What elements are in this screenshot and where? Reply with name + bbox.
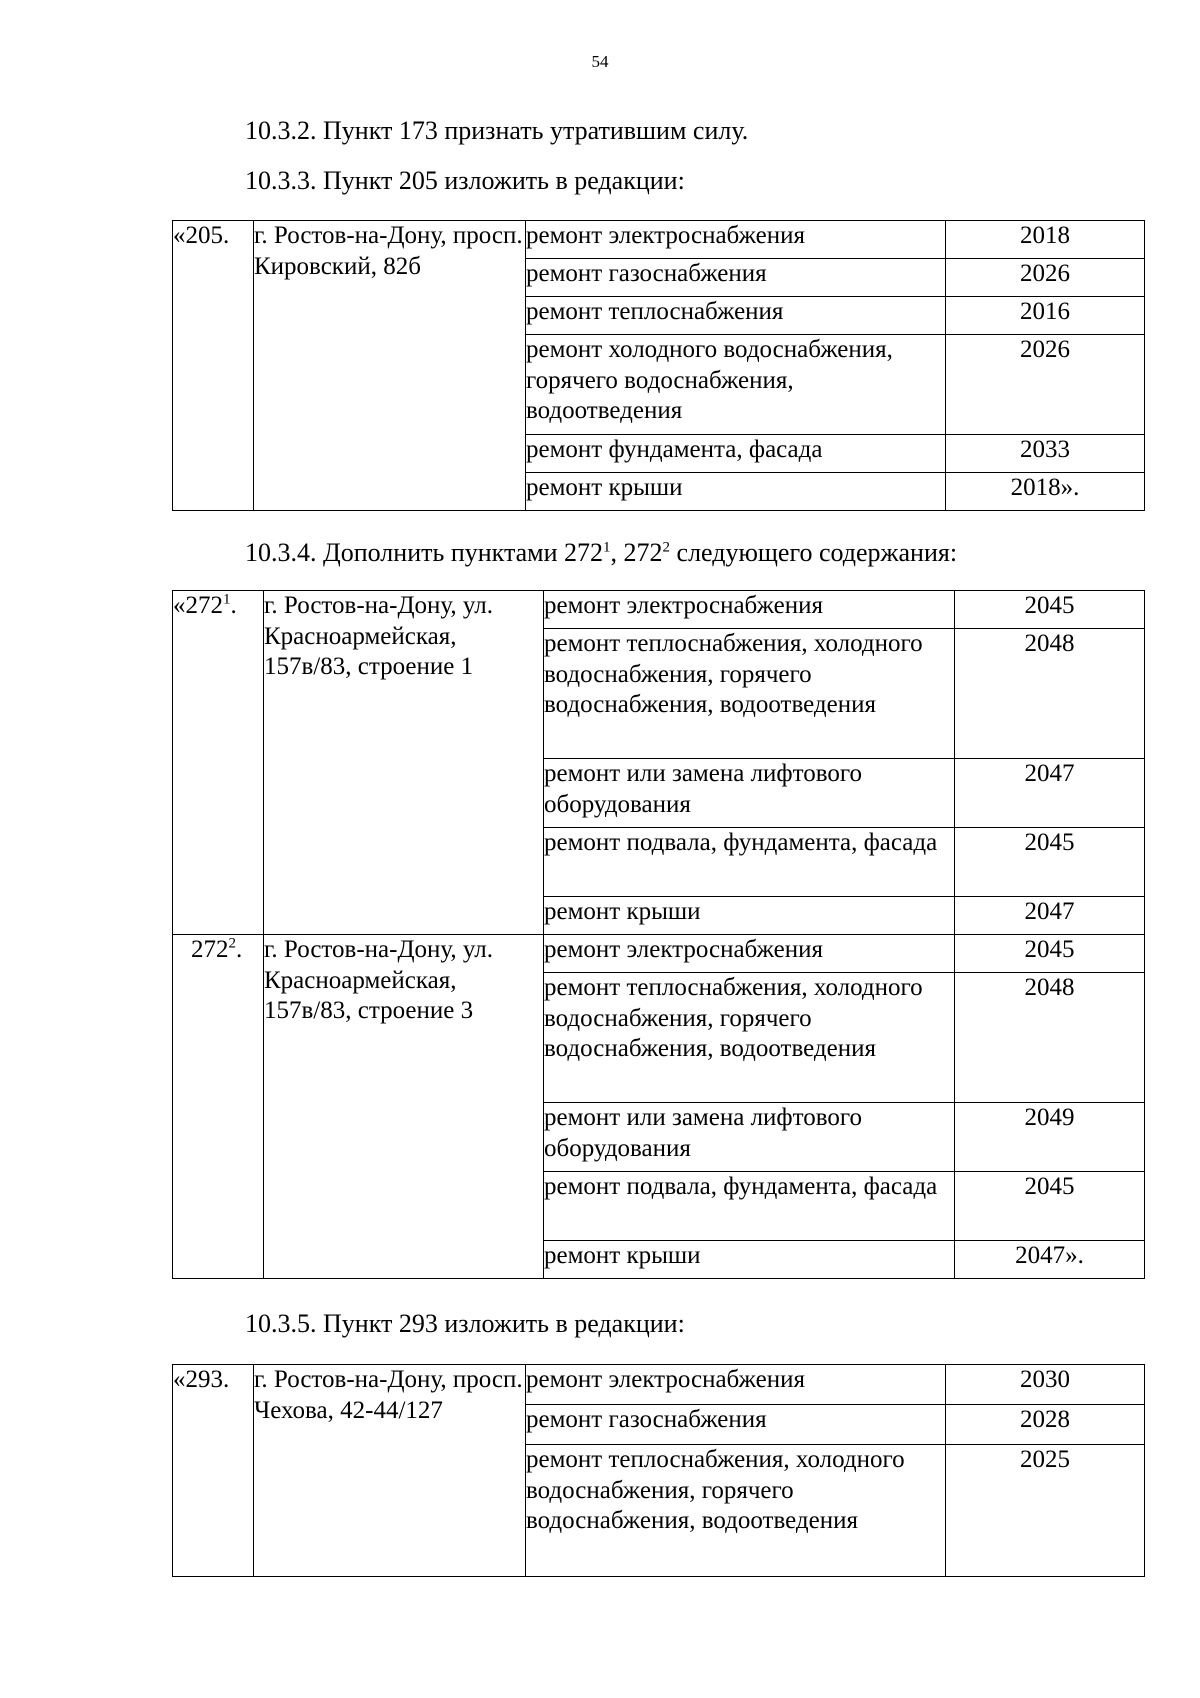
paragraph-text: , 272: [610, 538, 663, 567]
item-number-superscript: 1: [223, 591, 231, 608]
year-cell: 2030: [946, 1365, 1145, 1405]
work-cell: ремонт подвала, фундамента, фасада: [544, 828, 955, 897]
year-cell: 2026: [946, 259, 1145, 297]
year-cell: 2047: [955, 759, 1145, 828]
item-number-cell: «205.: [173, 221, 254, 511]
superscript: 1: [603, 539, 611, 556]
year-cell: 2049: [955, 1103, 1145, 1172]
paragraph-text: следующего содержания:: [670, 538, 958, 567]
year-cell: 2016: [946, 297, 1145, 335]
table-row: [173, 935, 1145, 973]
work-cell: ремонт или замена лифтового оборудования: [544, 759, 955, 828]
table-items-272: [172, 590, 1145, 1279]
work-cell: ремонт крыши: [544, 897, 955, 935]
work-cell: ремонт крыши: [526, 473, 946, 511]
item-number-suffix: .: [236, 936, 243, 963]
item-number-cell: [173, 591, 264, 935]
work-cell: ремонт теплоснабжения: [526, 297, 946, 335]
address-cell: г. Ростов-на-Дону, ул. Красноармейская, 157в/83, строение 1: [264, 591, 544, 935]
year-cell: 2048: [955, 629, 1145, 759]
work-cell: ремонт фундамента, фасада: [526, 435, 946, 473]
work-cell: ремонт холодного водоснабжения, горячего водоснабжения, водоотведения: [526, 335, 946, 435]
work-cell: ремонт крыши: [544, 1241, 955, 1279]
year-cell: 2028: [946, 1405, 1145, 1445]
paragraph-10-3-3: 10.3.3. Пункт 205 изложить в редакции:: [245, 166, 685, 195]
work-cell: ремонт газоснабжения: [526, 259, 946, 297]
work-cell: ремонт электроснабжения: [526, 221, 946, 259]
table-item-205: [172, 220, 1145, 511]
item-number-suffix: .: [230, 592, 237, 619]
work-cell: ремонт электроснабжения: [526, 1365, 946, 1405]
item-number-cell: [173, 935, 264, 1279]
year-cell: 2045: [955, 935, 1145, 973]
paragraph-10-3-5: 10.3.5. Пункт 293 изложить в редакции:: [245, 1309, 685, 1338]
item-number-superscript: 2: [228, 935, 236, 952]
year-cell: 2048: [955, 973, 1145, 1103]
year-cell: 2033: [946, 435, 1145, 473]
work-cell: ремонт теплоснабжения, холодного водоснабжения, горячего водоснабжения, водоотведения: [526, 1445, 946, 1577]
work-cell: ремонт электроснабжения: [544, 591, 955, 629]
year-cell: 2047».: [955, 1241, 1145, 1279]
work-cell: ремонт теплоснабжения, холодного водоснабжения, горячего водоснабжения, водоотведения: [544, 973, 955, 1103]
table-row: [173, 1365, 1145, 1405]
work-cell: ремонт или замена лифтового оборудования: [544, 1103, 955, 1172]
year-cell: 2045: [955, 1172, 1145, 1241]
table-row: [173, 221, 1145, 259]
work-cell: ремонт теплоснабжения, холодного водоснабжения, горячего водоснабжения, водоотведения: [544, 629, 955, 759]
page-number: 54: [591, 52, 609, 71]
item-number: 272: [191, 936, 229, 963]
year-cell: 2026: [946, 335, 1145, 435]
work-cell: ремонт газоснабжения: [526, 1405, 946, 1445]
paragraph-10-3-4: [245, 538, 957, 568]
item-number: «272: [173, 592, 223, 619]
address-cell: г. Ростов-на-Дону, ул. Красноармейская, 157в/83, строение 3: [264, 935, 544, 1279]
year-cell: 2025: [946, 1445, 1145, 1577]
year-cell: 2018».: [946, 473, 1145, 511]
paragraph-10-3-2: 10.3.2. Пункт 173 признать утратившим силу.: [245, 116, 749, 145]
year-cell: 2045: [955, 591, 1145, 629]
work-cell: ремонт подвала, фундамента, фасада: [544, 1172, 955, 1241]
superscript: 2: [662, 539, 671, 556]
year-cell: 2018: [946, 221, 1145, 259]
address-cell: г. Ростов-на-Дону, просп. Чехова, 42-44/127: [254, 1365, 526, 1577]
table-row: [173, 591, 1145, 629]
year-cell: 2047: [955, 897, 1145, 935]
table-item-293: [172, 1364, 1145, 1577]
work-cell: ремонт электроснабжения: [544, 935, 955, 973]
address-cell: г. Ростов-на-Дону, просп. Кировский, 82б: [254, 221, 526, 511]
year-cell: 2045: [955, 828, 1145, 897]
item-number-cell: «293.: [173, 1365, 254, 1577]
paragraph-text: 10.3.4. Дополнить пунктами 272: [245, 538, 604, 567]
